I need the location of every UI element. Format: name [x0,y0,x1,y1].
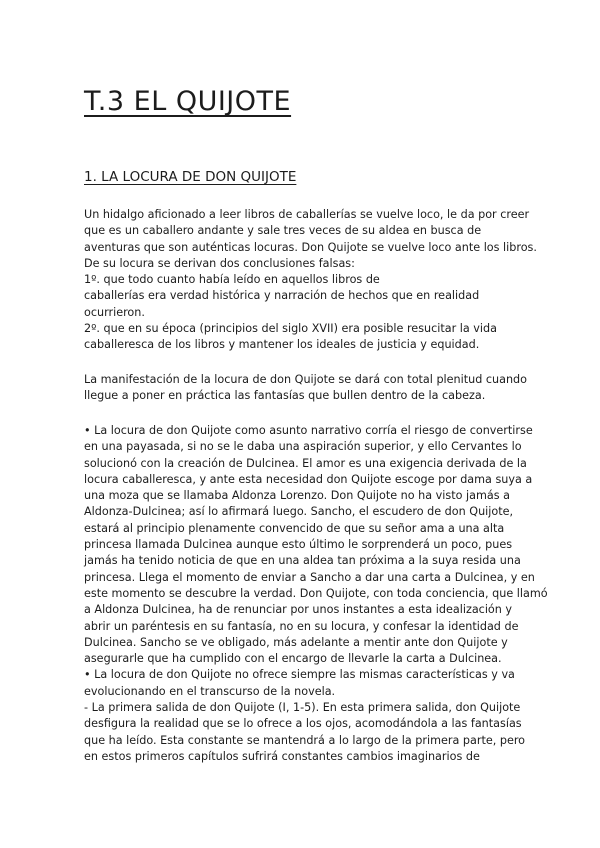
text-line: princesa llamada Dulcinea aunque esto último le sorprenderá un poco, pues [84,538,513,552]
text-line: caballerías era verdad histórica y narración de hechos que en realidad [84,289,480,303]
text-line: jamás ha tenido noticia de que en una aldea tan próxima a la suya resida una [84,554,521,568]
text-line: en una payasada, si no se le daba una aspiración superior, y ello Cervantes lo [84,440,522,454]
text-line: abrir un paréntesis en su fantasía, no en su locura, y confesar la identidad de [84,619,519,633]
text-line: princesa. Llega el momento de enviar a Sancho a dar una carta a Dulcinea, y en [84,570,535,584]
paragraph-dulcinea [84,423,548,765]
text-line: 1º. que todo cuanto había leído en aquellos libros de [84,273,380,287]
text-line: solucionó con la creación de Dulcinea. El amor es una exigencia derivada de la [84,456,527,470]
text-line: ocurrieron. [84,305,145,319]
text-line: La manifestación de la locura de don Quijote se dará con total plenitud cuando [84,373,527,386]
text-line: en estos primeros capítulos sufrirá constantes cambios imaginarios de [84,749,480,763]
text-line: Aldonza-Dulcinea; así lo afirmará luego. Sancho, el escudero de don Quijote, [84,505,514,519]
text-line: - La primera salida de don Quijote (I, 1-5). En esta primera salida, don Quijote [84,701,521,715]
paragraph-intro [84,207,537,354]
text-line: • La locura de don Quijote como asunto narrativo corría el riesgo de convertirse [84,424,533,437]
page-title: T.3 EL QUIJOTE [84,86,292,117]
text-line: este momento se descubre la verdad. Don Quijote, con toda conciencia, que llamó [84,586,548,600]
text-line: a Aldonza Dulcinea, ha de renunciar por unos instantes a esta idealización y [84,603,513,617]
text-line: llegue a poner en práctica las fantasías que bullen dentro de la cabeza. [84,389,486,403]
text-line: evolucionando en el transcurso de la novela. [84,684,336,698]
text-line: una moza que se llamaba Aldonza Lorenzo. Don Quijote no ha visto jamás a [84,489,510,503]
text-line: • La locura de don Quijote no ofrece siempre las mismas características y va [84,668,515,682]
text-line: Dulcinea. Sancho se ve obligado, más adelante a mentir ante don Quijote y [84,635,508,649]
paragraph-manifestation [84,372,527,405]
text-line: Un hidalgo aficionado a leer libros de caballerías se vuelve loco, le da por creer [84,208,530,221]
text-line: 2º. que en su época (principios del siglo XVII) era posible resucitar la vida [84,322,497,336]
text-line: locura caballeresca, y ante esta necesidad don Quijote escoge por dama suya a [84,472,533,486]
text-line: aventuras que son auténticas locuras. Don Quijote se vuelve loco ante los libros. [84,240,537,254]
text-line: caballeresca de los libros y mantener los ideales de justicia y equidad. [84,338,480,352]
text-line: estará al principio plenamente convencido de que su señor ama a una alta [84,521,505,535]
text-line: desfigura la realidad que se lo ofrece a los ojos, acomodándola a las fantasías [84,717,522,731]
section-heading: 1. LA LOCURA DE DON QUIJOTE [84,169,297,185]
text-line: que ha leído. Esta constante se mantendrá a lo largo de la primera parte, pero [84,733,526,747]
text-line: asegurarle que ha cumplido con el encargo de llevarle la carta a Dulcinea. [84,652,502,666]
text-line: De su locura se derivan dos conclusiones falsas: [84,256,355,270]
text-line: que es un caballero andante y sale tres veces de su aldea en busca de [84,224,482,238]
